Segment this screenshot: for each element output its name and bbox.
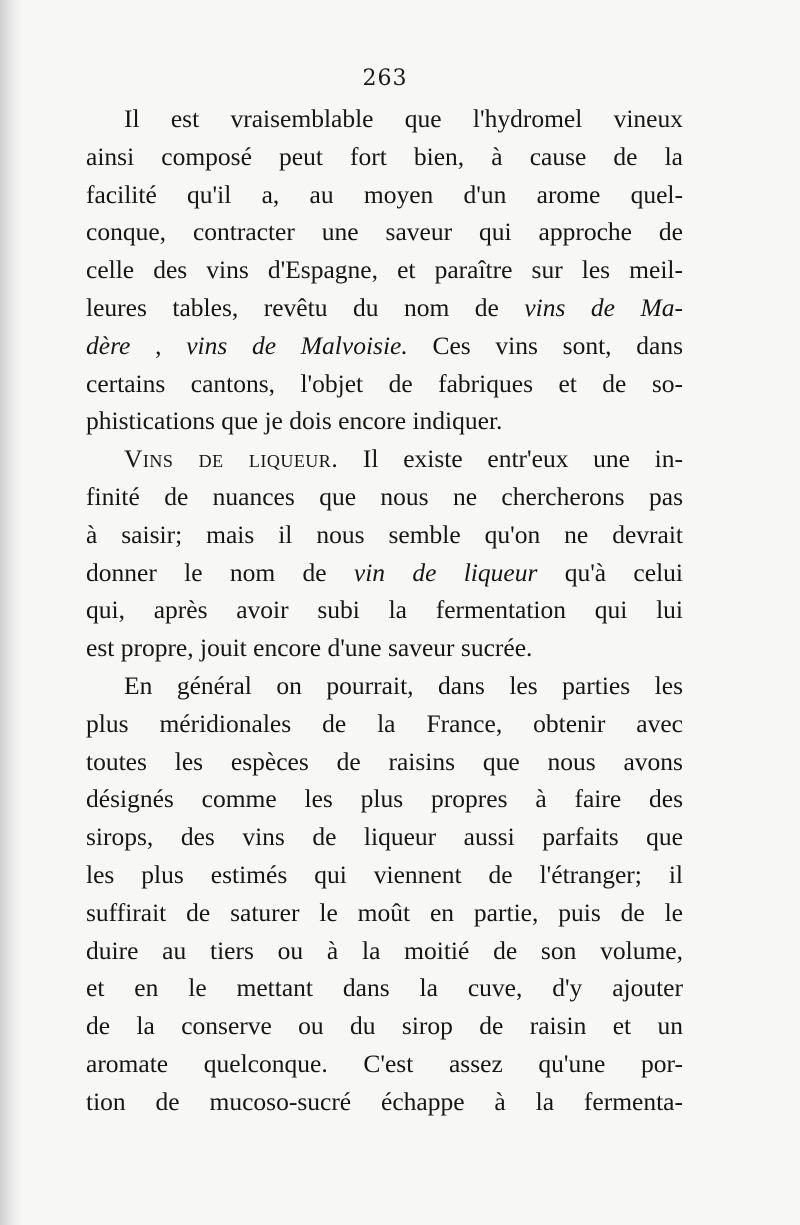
text-line: est propre, jouit encore d'une saveur sucrée. [86, 633, 533, 663]
text-line: de la conserve ou du sirop de raisin et un [86, 1011, 683, 1041]
text-line: celle des vins d'Espagne, et paraître sur les meil- [86, 255, 683, 285]
text-line: sirops, des vins de liqueur aussi parfaits que [86, 822, 683, 852]
text-line: plus méridionales de la France, obtenir avec [86, 708, 683, 738]
text-line: à saisir; mais il nous semble qu'on ne devrait [86, 519, 683, 549]
text-line: donner le nom de vin de liqueur qu'à celui [86, 557, 683, 587]
text-line: aromate quelconque. C'est assez qu'une por- [86, 1048, 683, 1078]
text-line: suffirait de saturer le moût en partie, puis de le [86, 897, 683, 927]
text-line: désignés comme les plus propres à faire des [86, 784, 683, 814]
text-line: duire au tiers ou à la moitié de son volume, [86, 935, 683, 965]
text-line: dère , vins de Malvoisie. Ces vins sont, dans [86, 330, 684, 360]
text-line: et en le mettant dans la cuve, d'y ajouter [86, 973, 683, 1003]
text-line: Vins de liqueur. Il existe entr'eux une in- [124, 444, 683, 474]
text-line: ainsi composé peut fort bien, à cause de la [86, 141, 683, 171]
text-line: tion de mucoso-sucré échappe à la fermenta- [86, 1086, 683, 1116]
body-text [86, 100, 683, 1121]
text-line: les plus estimés qui viennent de l'étranger; il [86, 859, 683, 889]
text-line: phistications que je dois encore indiquer. [86, 406, 503, 436]
text-line: Il est vraisemblable que l'hydromel vineux [124, 104, 683, 133]
text-line: conque, contracter une saveur qui approche de [86, 217, 683, 247]
text-line: facilité qu'il a, au moyen d'un arome quel- [86, 179, 683, 209]
section-heading: Vins de liqueur. [124, 444, 339, 474]
text-line: certains cantons, l'objet de fabriques et de so- [86, 368, 683, 398]
page-gutter-shadow [0, 0, 22, 1225]
text-line: qui, après avoir subi la fermentation qui lui [86, 595, 683, 625]
text-line: toutes les espèces de raisins que nous avons [86, 746, 683, 776]
page-number: 263 [362, 66, 408, 91]
text-line: En général on pourrait, dans les parties les [124, 670, 683, 700]
text-line: leures tables, revêtu du nom de vins de Ma- [86, 292, 683, 322]
text-line: finité de nuances que nous ne chercherons pas [86, 481, 683, 511]
